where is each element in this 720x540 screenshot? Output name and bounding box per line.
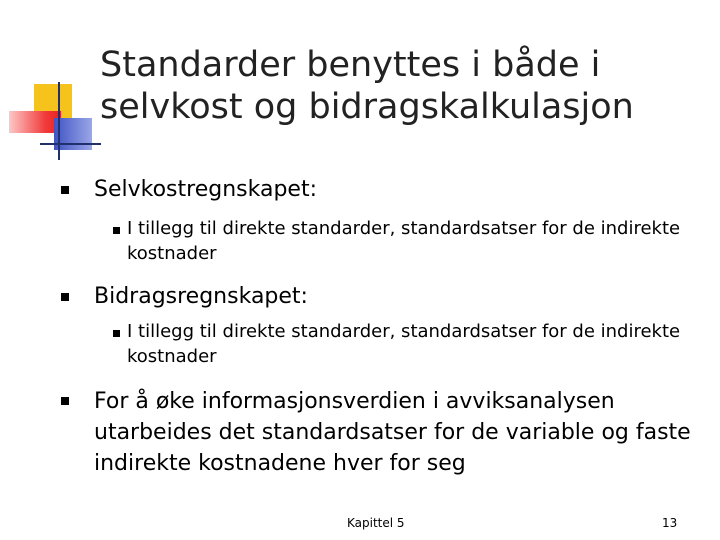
bullet-2-marker — [61, 293, 69, 301]
bullet-1-sub-marker — [113, 227, 120, 234]
bullet-1-text: Selvkostregnskapet: — [94, 177, 317, 202]
bullet-1-marker — [61, 186, 69, 194]
bullet-3-marker — [61, 397, 69, 405]
bullet-2-sub-text: I tillegg til direkte standarder, standardsatser for de indirekte kostnader — [127, 321, 681, 367]
footer-chapter: Kapittel 5 — [347, 516, 405, 530]
bullet-3-text: For å øke informasjonsverdien i avviksanalysen utarbeides det standardsatser for de variable og faste indirekte kostnadene hver for seg — [94, 389, 691, 476]
bullet-1-sub-text: I tillegg til direkte standarder, standardsatser for de indirekte kostnader — [127, 218, 681, 264]
bullet-2-sub-marker — [113, 330, 120, 337]
decor-horizontal-line — [40, 143, 101, 145]
decor-vertical-line — [58, 82, 60, 160]
footer-page-number: 13 — [662, 516, 678, 530]
bullet-2-text: Bidragsregnskapet: — [94, 284, 308, 309]
slide-title: Standarder benyttes i både i selvkost og bidragskalkulasjon — [100, 45, 634, 127]
